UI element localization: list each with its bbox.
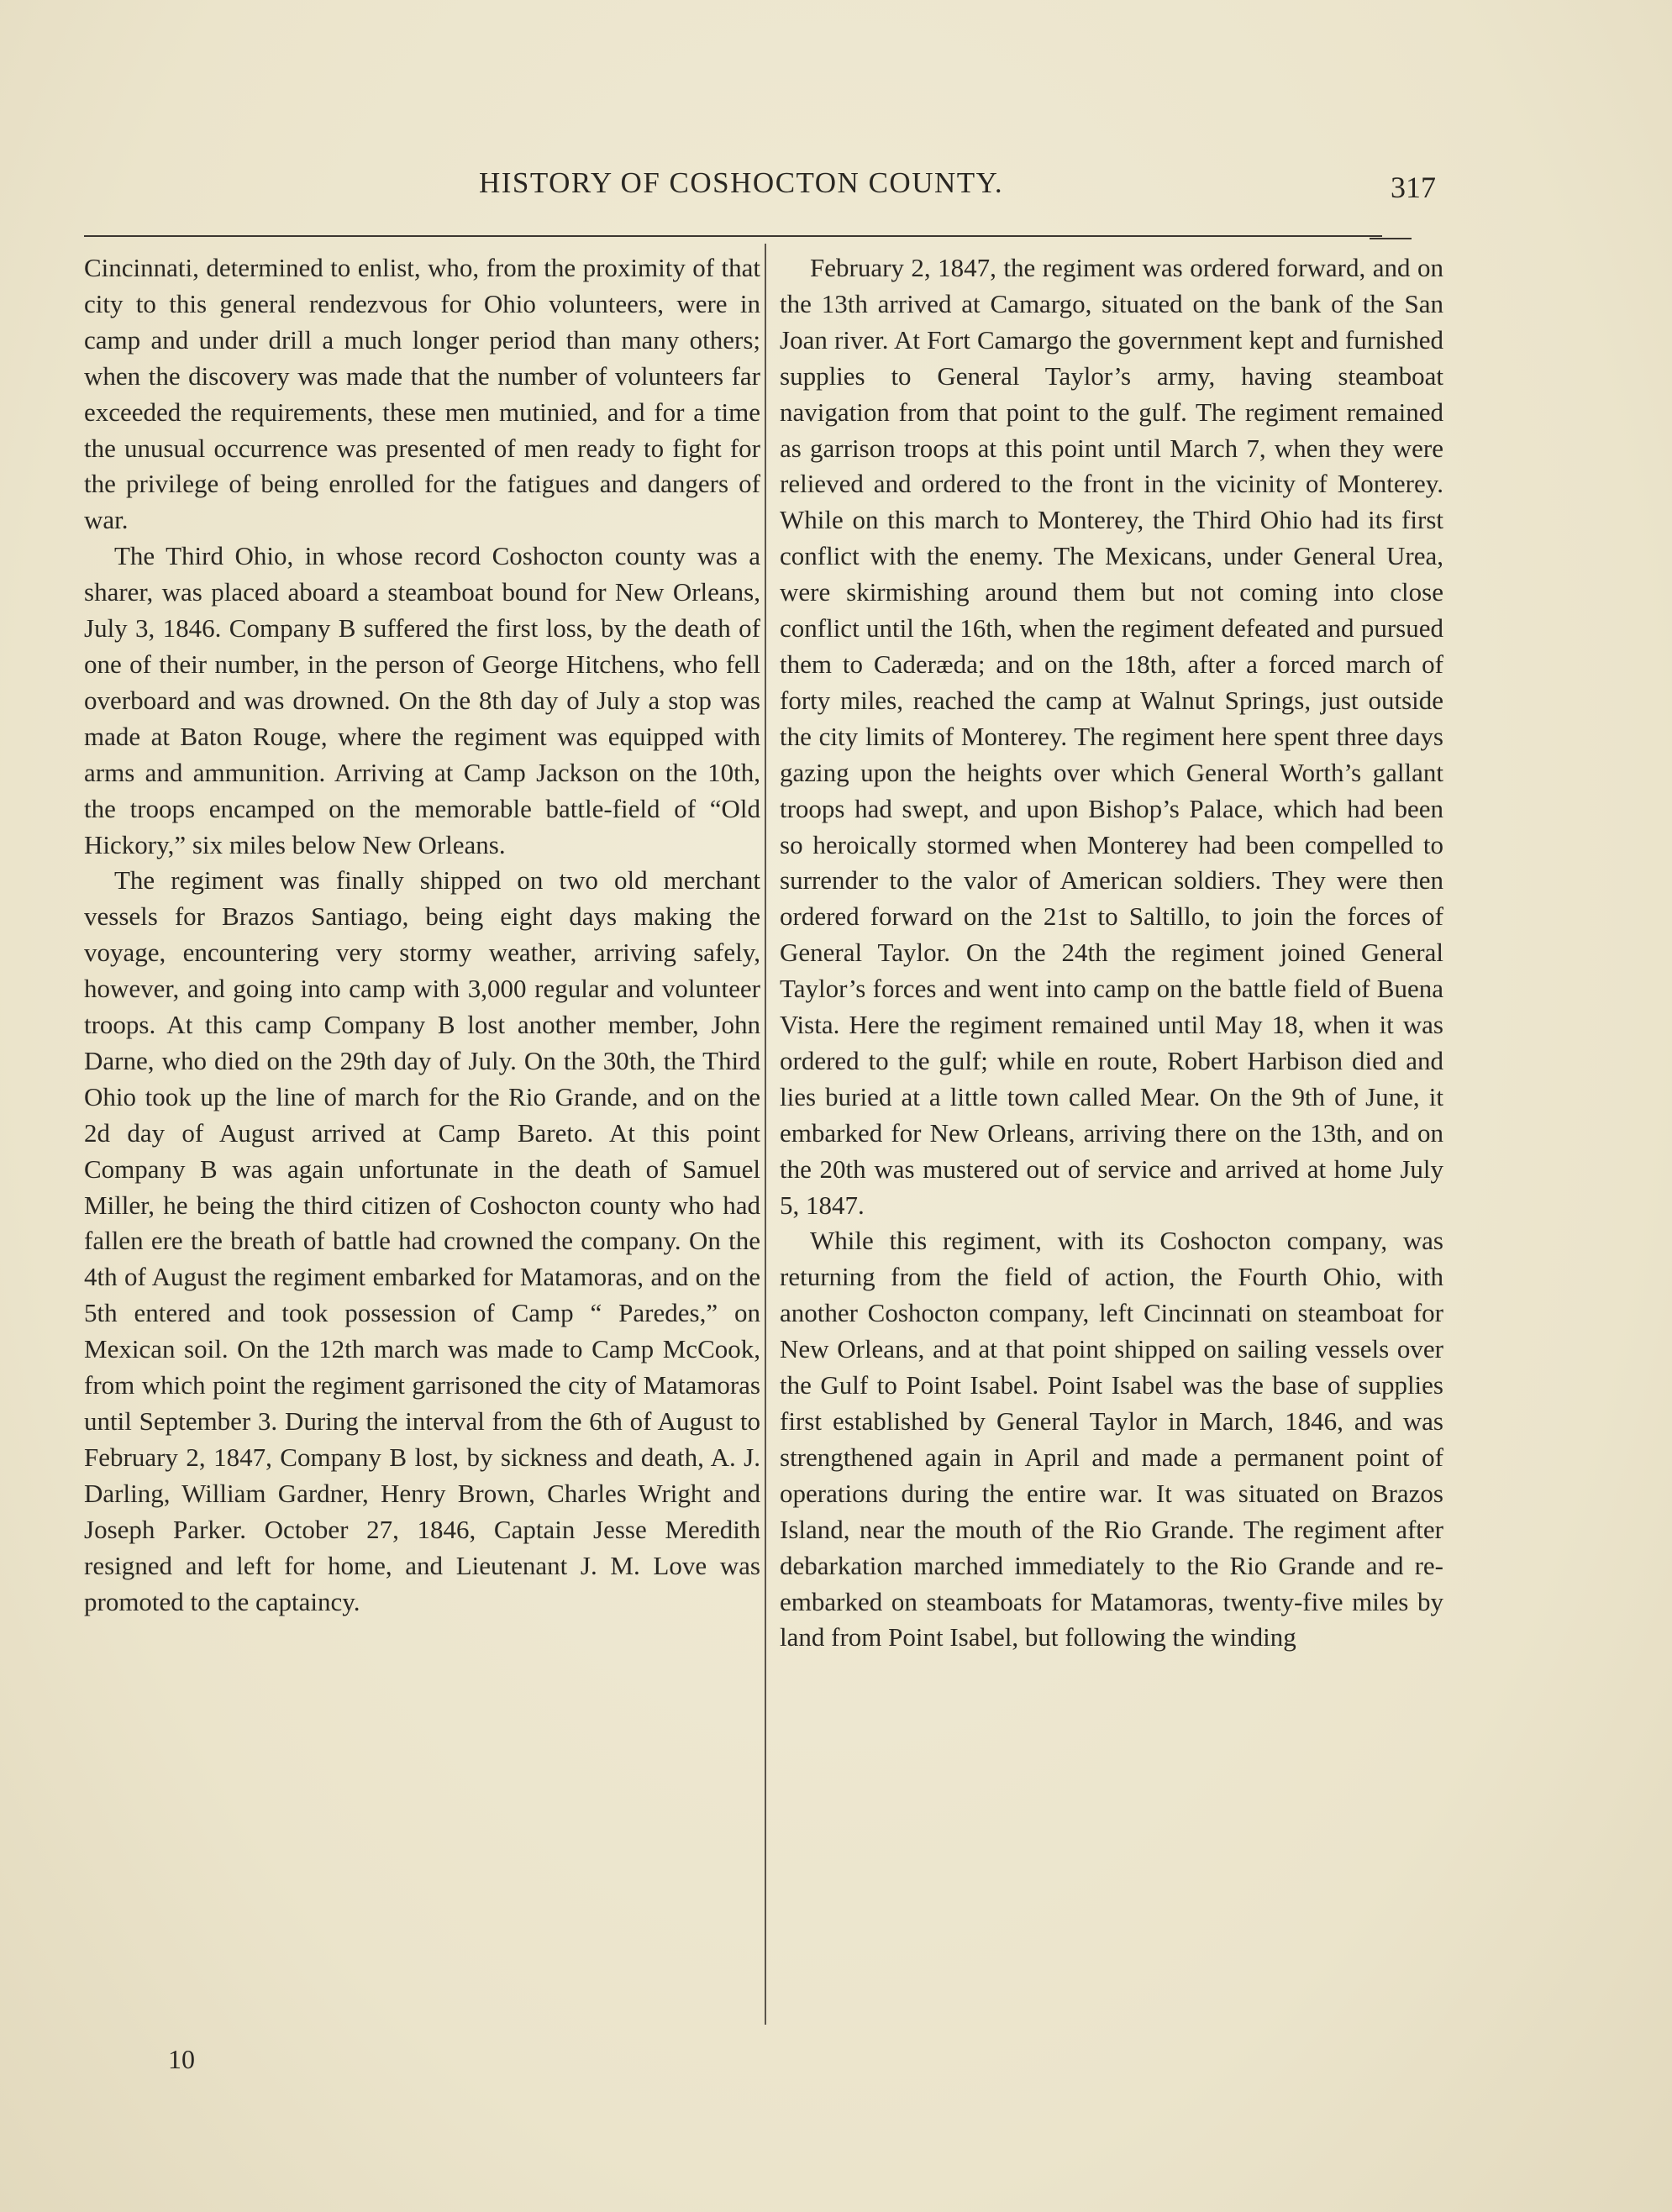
- left-paragraph-1: Cincinnati, determined to enlist, who, from the proximity of that city to this general rendezvous for Ohio volunteers, were in camp and under drill a much longer period than many others; when the discovery was made that the number of volunteers far exceeded the requirements, these men mutinied, and for a time the unusual occurrence was presented of men ready to fight for the privilege of being enrolled for the fatigues and dangers of war.: [84, 253, 760, 535]
- header-rule: [84, 235, 1382, 237]
- page-number: 317: [1391, 171, 1436, 204]
- left-paragraph-3: The regiment was finally shipped on two old merchant vessels for Brazos Santiago, being eight days making the voyage, encountering very stormy weather, arriving safely, however, and going into camp with 3,000 regular and volunteer troops. At this camp Company B lost another member, John Darne, who died on the 29th day of July. On the 30th, the Third Ohio took up the line of march for the Rio Grande, and on the 2d day of August arrived at Camp Bareto. At this point Company B was again unfortunate in the death of Samuel Miller, he being the third citizen of Coshocton county who had fallen ere the breath of battle had crowned the company. On the 4th of August the regiment embarked for Matamoras, and on the 5th entered and took possession of Camp “ Paredes,” on Mexican soil. On the 12th march was made to Camp McCook, from which point the regiment garrisoned the city of Matamoras until September 3. During the interval from the 6th of August to February 2, 1847, Company B lost, by sickness and death, A. J. Darling, William Gardner, Henry Brown, Charles Wright and Joseph Parker. October 27, 1846, Captain Jesse Meredith resigned and left for home, and Lieutenant J. M. Love was promoted to the captaincy.: [84, 865, 760, 1616]
- left-column: [84, 250, 760, 1620]
- running-title: HISTORY OF COSHOCTON COUNTY.: [479, 166, 1004, 199]
- right-paragraph-1: February 2, 1847, the regiment was ordered forward, and on the 13th arrived at Camargo, situated on the bank of the San Joan river. At Fort Camargo the government kept and furnished supplies to General Taylor’s army, having steamboat navigation from that point to the gulf. The regiment remained as garrison troops at this point until March 7, when they were relieved and ordered to the front in the vicinity of Monterey. While on this march to Monterey, the Third Ohio had its first conflict with the enemy. The Mexicans, under General Urea, were skirmishing around them but not coming into close conflict until the 16th, when the regiment defeated and pursued them to Caderæda; and on the 18th, after a forced march of forty miles, reached the camp at Walnut Springs, just outside the city limits of Monterey. The regiment here spent three days gazing upon the heights over which General Worth’s gallant troops had swept, and upon Bishop’s Palace, which had been so heroically stormed when Monterey had been compelled to surrender to the valor of American soldiers. They were then ordered forward on the 21st to Saltillo, to join the forces of General Taylor. On the 24th the regiment joined General Taylor’s forces and went into camp on the battle field of Buena Vista. Here the regiment remained until May 18, when it was ordered to the gulf; while en route, Robert Harbison died and lies buried at a little town called Mear. On the 9th of June, it embarked for New Orleans, arriving there on the 13th, and on the 20th was mustered out of service and arrived at home July 5, 1847.: [780, 253, 1443, 1220]
- signature-mark: 10: [168, 2044, 195, 2074]
- right-paragraph-2: While this regiment, with its Coshocton company, was returning from the field of action, the Fourth Ohio, with another Coshocton company, left Cincinnati on steamboat for New Orleans, and at that point shipped on sailing vessels over the Gulf to Point Isabel. Point Isabel was the base of supplies first established by General Taylor in March, 1846, and was strengthened again in April and made a permanent point of operations during the entire war. It was situated on Brazos Island, near the mouth of the Rio Grande. The regiment after debarkation marched immediately to the Rio Grande and re-embarked on steamboats for Matamoras, twenty-five miles by land from Point Isabel, but following the winding: [780, 1226, 1443, 1652]
- page-header: [0, 166, 1672, 217]
- header-rule-right: [1370, 238, 1412, 239]
- left-paragraph-2: The Third Ohio, in whose record Coshocton county was a sharer, was placed aboard a steamboat bound for New Orleans, July 3, 1846. Company B suffered the first loss, by the death of one of their number, in the person of George Hitchens, who fell overboard and was drowned. On the 8th day of July a stop was made at Baton Rouge, where the regiment was equipped with arms and ammunition. Arriving at Camp Jackson on the 10th, the troops encamped on the memorable battle-field of “Old Hickory,” six miles below New Orleans.: [84, 541, 760, 859]
- right-column: [780, 250, 1443, 1656]
- column-divider: [765, 244, 766, 2025]
